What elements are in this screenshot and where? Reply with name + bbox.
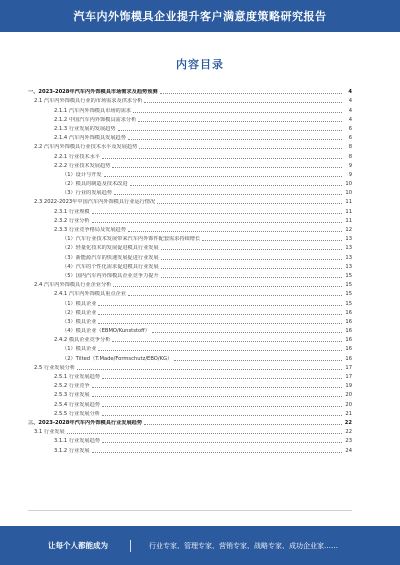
toc-leader-dots	[128, 295, 342, 296]
toc-entry-page: 11	[345, 199, 352, 206]
toc-entry[interactable]	[28, 325, 352, 334]
toc-entry-page: 15	[345, 291, 352, 298]
toc-entry-label: （1）模具企业	[62, 346, 97, 353]
toc-entry[interactable]	[28, 95, 352, 104]
toc-entry-page: 8	[348, 144, 352, 151]
toc-leader-dots	[98, 314, 342, 315]
toc-entry-page: 15	[345, 300, 352, 307]
footer-brand: 让每个人都能成为	[48, 541, 108, 550]
toc-entry[interactable]	[28, 408, 352, 417]
toc-entry-page: 16	[345, 309, 352, 316]
toc-entry-page: 16	[345, 337, 352, 344]
toc-leader-dots	[161, 249, 342, 250]
toc-leader-dots	[92, 222, 342, 223]
toc-entry-label: 2.1 汽车内外饰模具行业的市场需求及供求分析	[34, 98, 143, 105]
toc-entry-label: 一、2023-2028年汽车内外饰模具市场需求及趋势预测	[28, 89, 158, 96]
toc-entry-page: 11	[345, 217, 352, 224]
toc-entry-label: 2.4 汽车内外饰模具行业企业分析	[34, 282, 112, 289]
toc-leader-dots	[128, 139, 342, 140]
toc-entry-label: 2.5.2 行业竞争	[54, 383, 90, 390]
toc-entry-label: 2.3.3 行业竞争格局及发展趋势	[54, 227, 126, 233]
toc-leader-dots	[67, 433, 342, 434]
toc-entry[interactable]	[28, 233, 352, 242]
toc-entry-label: 2.4.2 模具企业竞争分析	[54, 337, 111, 344]
toc-entry[interactable]	[28, 215, 352, 224]
toc-entry-label: （2）模具的制造及技术改进	[62, 181, 128, 188]
toc-leader-dots	[144, 424, 342, 425]
toc-entry-page: 11	[345, 208, 352, 215]
toc-entry-page: 23	[345, 438, 352, 445]
toc-entry[interactable]	[28, 417, 352, 426]
toc-leader-dots	[102, 158, 342, 159]
toc-leader-dots	[102, 378, 342, 379]
toc-leader-dots	[157, 203, 342, 204]
toc-entry-label: 2.3.1 行业规模	[54, 208, 90, 215]
toc-entry-page: 15	[345, 282, 352, 289]
toc-entry-label: 2.2.1 行业技术水平	[54, 153, 100, 160]
toc-entry[interactable]	[28, 398, 352, 407]
toc-entry-label: （2）轻量化技术的发展促进模具行业发展	[62, 245, 159, 252]
toc-entry-page: 9	[348, 171, 352, 178]
toc-leader-dots	[92, 387, 342, 388]
report-title: 汽车内外饰模具企业提升客户满意度策略研究报告	[73, 10, 327, 23]
toc-entry-label: （4）模具企业（EBMO/Kunststoff）	[62, 328, 150, 335]
toc-entry-label: （1）汽车行业技术发展带来汽车内外饰件配套需求持续增长	[62, 236, 201, 243]
toc-entry-label: （2）Tilted（T.Made/Formschutz/EBO/KG）	[62, 355, 173, 362]
toc-entry-label: 3.1.1 行业发展趋势	[54, 438, 100, 445]
toc-leader-dots	[128, 231, 342, 232]
toc-entry-label: （3）新能源汽车的快速发展促进行业发展	[62, 254, 159, 261]
toc-entry-page: 4	[348, 107, 352, 114]
toc-entry[interactable]	[28, 141, 352, 150]
toc-leader-dots	[130, 185, 342, 186]
toc-entry-label: （1）设计与开发	[62, 171, 102, 178]
toc-leader-dots	[104, 176, 342, 177]
toc-entry[interactable]	[28, 270, 352, 279]
footer-tagline: 行业专家、管理专家、营销专家、战略专家、成功企业家……	[149, 541, 338, 550]
toc-leader-dots	[102, 442, 342, 443]
toc-entry[interactable]	[28, 187, 352, 196]
toc-entry-label: 2.3 2022-2023年中国汽车内外饰模具行业运行情况	[34, 199, 156, 206]
toc-leader-dots	[161, 268, 342, 269]
toc-leader-dots	[92, 396, 342, 397]
report-footer-banner	[0, 526, 400, 565]
toc-entry[interactable]	[28, 343, 352, 352]
toc-leader-dots	[139, 148, 342, 149]
toc-entry[interactable]	[28, 224, 352, 233]
toc-entry-page: 15	[345, 272, 352, 279]
table-of-contents	[28, 86, 352, 454]
toc-entry[interactable]	[28, 380, 352, 389]
toc-entry[interactable]	[28, 426, 352, 435]
toc-entry-label: 2.2.2 行业技术发展趋势	[54, 162, 111, 169]
toc-entry[interactable]	[28, 205, 352, 214]
toc-entry-page: 4	[348, 116, 352, 123]
toc-entry-page: 19	[345, 383, 352, 390]
toc-entry[interactable]	[28, 178, 352, 187]
toc-entry-label: 2.1.3 行业发展的发展趋势	[54, 125, 116, 132]
toc-leader-dots	[92, 213, 342, 214]
toc-entry-label: 2.1.4 汽车内外饰模具发展趋势	[54, 135, 126, 142]
toc-entry-label: （2）模具企业	[62, 309, 97, 316]
toc-entry-label: 2.5.4 行业发展趋势	[54, 401, 100, 408]
toc-entry-label: 2.1.2 中国汽车内外饰模具需求分析	[54, 116, 137, 123]
toc-heading: 内容目录	[176, 58, 224, 71]
toc-entry[interactable]	[28, 288, 352, 297]
toc-leader-dots	[174, 360, 342, 361]
toc-entry[interactable]	[28, 307, 352, 316]
toc-leader-dots	[202, 240, 342, 241]
toc-entry[interactable]	[28, 316, 352, 325]
toc-leader-dots	[92, 452, 342, 453]
toc-entry[interactable]	[28, 362, 352, 371]
toc-entry-page: 16	[345, 346, 352, 353]
toc-entry[interactable]	[28, 251, 352, 260]
toc-entry-label: 三、2023-2028年汽车内外饰模具行业发展趋势	[28, 419, 143, 426]
toc-entry-label: 2.1.1 汽车内外饰模具市场的需求	[54, 107, 132, 114]
toc-entry-page: 13	[345, 254, 352, 261]
toc-entry[interactable]	[28, 132, 352, 141]
toc-entry[interactable]	[28, 279, 352, 288]
toc-entry-label: 2.4.1 汽车内外饰模具重点企业	[54, 291, 126, 298]
toc-leader-dots	[77, 369, 342, 370]
toc-entry[interactable]	[28, 389, 352, 398]
toc-entry-page: 16	[345, 328, 352, 335]
toc-entry-page: 4	[348, 89, 352, 96]
toc-leader-dots	[118, 130, 342, 131]
toc-entry[interactable]	[28, 334, 352, 343]
report-header-banner	[0, 0, 400, 32]
toc-entry-page: 22	[344, 419, 352, 426]
toc-entry-page: 22	[345, 429, 352, 436]
toc-entry-label: （5）国内汽车内外饰模具企业竞争力提升	[62, 272, 159, 279]
toc-entry[interactable]	[28, 104, 352, 113]
toc-leader-dots	[144, 102, 342, 103]
toc-entry-page: 17	[345, 374, 352, 380]
toc-entry-page: 6	[348, 125, 352, 132]
toc-entry-page: 16	[345, 355, 352, 362]
toc-entry-page: 10	[345, 190, 352, 197]
toc-entry-label: 2.5 行业发展分析	[34, 364, 76, 371]
toc-leader-dots	[98, 305, 342, 306]
toc-leader-dots	[102, 415, 342, 416]
toc-leader-dots	[152, 332, 342, 333]
toc-entry-page: 20	[345, 392, 352, 399]
toc-leader-dots	[133, 112, 342, 113]
toc-leader-dots	[112, 341, 342, 342]
toc-entry-label: （3）行业的发展趋势	[62, 190, 112, 197]
toc-entry-page: 6	[348, 135, 352, 142]
toc-entry[interactable]	[28, 352, 352, 361]
toc-entry-label: 2.5.3 行业发展	[54, 392, 90, 399]
toc-entry[interactable]	[28, 196, 352, 205]
toc-leader-dots	[112, 167, 342, 168]
toc-entry-label: （4）汽车的个性化需求促进模具行业发展	[62, 263, 159, 270]
toc-entry-page: 13	[345, 236, 352, 243]
toc-entry-page: 4	[348, 98, 352, 105]
toc-entry[interactable]	[28, 371, 352, 380]
toc-entry[interactable]	[28, 297, 352, 306]
toc-leader-dots	[114, 194, 342, 195]
toc-entry-page: 8	[348, 153, 352, 160]
toc-entry-label: 2.5.1 行业发展趋势	[54, 374, 100, 380]
toc-entry-label: 2.2 汽车内外饰模具行业技术水平及发展趋势	[34, 144, 138, 151]
toc-entry[interactable]	[28, 114, 352, 123]
toc-entry[interactable]	[28, 150, 352, 159]
toc-entry[interactable]	[28, 444, 352, 453]
toc-entry-label: （3）模具企业	[62, 318, 97, 325]
toc-entry-label: 2.3.2 行业分析	[54, 217, 90, 224]
footer-separator	[130, 540, 131, 552]
toc-entry-page: 20	[345, 401, 352, 408]
toc-entry-page: 12	[345, 227, 352, 233]
page-divider	[28, 510, 352, 511]
toc-entry[interactable]	[28, 123, 352, 132]
toc-leader-dots	[113, 286, 342, 287]
toc-entry[interactable]	[28, 261, 352, 270]
toc-entry[interactable]	[28, 160, 352, 169]
toc-entry[interactable]	[28, 86, 352, 95]
toc-entry[interactable]	[28, 242, 352, 251]
toc-entry-page: 10	[345, 181, 352, 188]
toc-leader-dots	[160, 93, 342, 94]
toc-entry[interactable]	[28, 435, 352, 444]
toc-entry-page: 16	[345, 318, 352, 325]
toc-leader-dots	[98, 323, 342, 324]
toc-entry-page: 17	[345, 364, 352, 371]
toc-entry-page: 9	[348, 162, 352, 169]
toc-entry-label: 2.5.5 行业发展分析	[54, 410, 100, 417]
toc-leader-dots	[161, 259, 342, 260]
toc-leader-dots	[98, 350, 342, 351]
toc-entry-page: 13	[345, 245, 352, 252]
toc-entry-page: 24	[345, 447, 352, 454]
toc-entry-page: 13	[345, 263, 352, 270]
toc-entry[interactable]	[28, 169, 352, 178]
toc-entry-label: 3.1.2 行业发展	[54, 447, 90, 454]
toc-leader-dots	[138, 121, 342, 122]
toc-entry-label: 3.1 行业发展	[34, 429, 65, 436]
toc-entry-page: 21	[345, 410, 352, 417]
toc-leader-dots	[161, 277, 342, 278]
toc-leader-dots	[102, 406, 342, 407]
toc-entry-label: （1）模具企业	[62, 300, 97, 307]
